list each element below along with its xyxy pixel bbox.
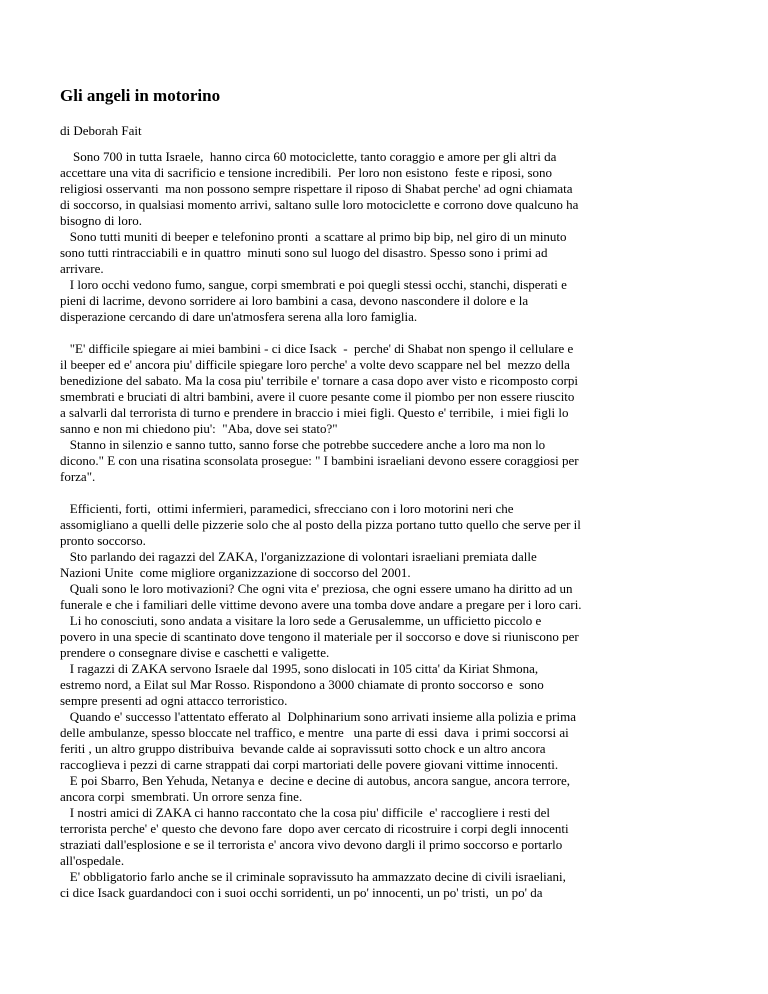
article-paragraph [60, 277, 710, 325]
article-paragraph [60, 437, 710, 485]
article-paragraph [60, 661, 710, 709]
text-line: Nazioni Unite come migliore organizzazione di soccorso del 2001. [60, 565, 411, 580]
text-line: pronto soccorso. [60, 533, 146, 548]
article-paragraph [60, 549, 710, 581]
text-line: di soccorso, in qualsiasi momento arrivi, saltano sulle loro motociclette e corrono dove qualcuno ha [60, 197, 579, 212]
text-line: ci dice Isack guardandoci con i suoi occhi sorridenti, un po' innocenti, un po' tristi, un po' da [60, 885, 543, 900]
article-paragraph [60, 869, 710, 901]
text-line: sempre presenti ad ogni attacco terroristico. [60, 693, 288, 708]
text-line: straziati dall'esplosione e se il terrorista e' ancora vivo devono dargli il primo soccorso e portarlo [60, 837, 563, 852]
text-line: sono tutti rintracciabili e in quattro minuti sono sul luogo del disastro. Spesso sono i primi ad [60, 245, 548, 260]
text-line: il beeper ed e' ancora piu' difficile spiegare loro perche' a volte devo scappare nel bel mezzo della [60, 357, 570, 372]
text-line: assomigliano a quelli delle pizzerie solo che al posto della pizza portano tutto quello che serve per il [60, 517, 581, 532]
text-line: dicono." E con una risatina sconsolata prosegue: " I bambini israeliani devono essere coraggiosi per [60, 453, 579, 468]
text-line: bisogno di loro. [60, 213, 142, 228]
text-line: forza". [60, 469, 96, 484]
text-line: raccoglieva i pezzi di carne strappati dai corpi martoriati delle povere giovani vittime innocenti. [60, 757, 559, 772]
article-paragraph [60, 805, 710, 869]
article-paragraph [60, 149, 710, 229]
article-title: Gli angeli in motorino [60, 86, 221, 105]
article-paragraph [60, 773, 710, 805]
text-line: arrivare. [60, 261, 104, 276]
text-line: E poi Sbarro, Ben Yehuda, Netanya e decine e decine di autobus, ancora sangue, ancora terrore, [60, 773, 571, 788]
text-line: I ragazzi di ZAKA servono Israele dal 1995, sono dislocati in 105 citta' da Kiriat Shmona, [60, 661, 539, 676]
text-line: Li ho conosciuti, sono andata a visitare la loro sede a Gerusalemme, un ufficietto piccolo e [60, 613, 542, 628]
article-byline: di Deborah Fait [60, 123, 142, 138]
text-line: funerale e che i familiari delle vittime devono avere una tomba dove andare a pregare per i loro cari. [60, 597, 582, 612]
text-line: I loro occhi vedono fumo, sangue, corpi smembrati e poi quegli stessi occhi, stanchi, disperati e [60, 277, 567, 292]
text-line: terrorista perche' e' questo che devono fare dopo aver cercato di ricostruire i corpi degli innocenti [60, 821, 569, 836]
article-paragraph [60, 613, 710, 661]
text-line: religiosi osservanti ma non possono sempre rispettare il riposo di Shabat perche' ad ogni chiamata [60, 181, 573, 196]
text-line: all'ospedale. [60, 853, 125, 868]
article-paragraph [60, 501, 710, 549]
text-line: prendere o consegnare divise e caschetti e valigette. [60, 645, 330, 660]
text-line: sanno e non mi chiedono piu': "Aba, dove sei stato?" [60, 421, 338, 436]
text-line: pieni di lacrime, devono sorridere ai loro bambini a casa, devono nascondere il dolore e la [60, 293, 529, 308]
paragraph-spacer [60, 325, 710, 341]
article-paragraph [60, 341, 710, 437]
text-line: Sto parlando dei ragazzi del ZAKA, l'organizzazione di volontari israeliani premiata dalle [60, 549, 537, 564]
text-line: benedizione del sabato. Ma la cosa piu' terribile e' tornare a casa dopo aver visto e ricomposto corpi [60, 373, 578, 388]
text-line: Stanno in silenzio e sanno tutto, sanno forse che potrebbe succedere anche a loro ma non lo [60, 437, 546, 452]
text-line: smembrati e bruciati di altri bambini, avere il cuore pesante come il piombo per non essere riuscito [60, 389, 575, 404]
text-line: I nostri amici di ZAKA ci hanno raccontato che la cosa piu' difficile e' raccogliere i resti del [60, 805, 550, 820]
text-line: "E' difficile spiegare ai miei bambini - ci dice Isack - perche' di Shabat non spengo il cellulare e [60, 341, 574, 356]
text-line: estremo nord, a Eilat sul Mar Rosso. Rispondono a 3000 chiamate di pronto soccorso e sono [60, 677, 544, 692]
text-line: Efficienti, forti, ottimi infermieri, paramedici, sfrecciano con i loro motorini neri che [60, 501, 514, 516]
text-line: Quando e' successo l'attentato efferato al Dolphinarium sono arrivati insieme alla polizia e prima [60, 709, 576, 724]
paragraph-spacer [60, 485, 710, 501]
text-line: a salvarli dal terrorista di turno e prendere in braccio i miei figli. Questo e' terribile, i miei figli lo [60, 405, 569, 420]
article-paragraph [60, 229, 710, 277]
text-line: Sono tutti muniti di beeper e telefonino pronti a scattare al primo bip bip, nel giro di un minuto [60, 229, 567, 244]
text-line: ancora corpi smembrati. Un orrore senza fine. [60, 789, 303, 804]
text-line: delle ambulanze, spesso bloccate nel traffico, e mentre una parte di essi dava i primi soccorsi ai [60, 725, 569, 740]
text-line: povero in una specie di scantinato dove tengono il materiale per il soccorso e dove si riuniscono per [60, 629, 579, 644]
text-line: accettare una vita di sacrificio e tensione incredibili. Per loro non esistono feste e riposi, sono [60, 165, 553, 180]
text-line: Sono 700 in tutta Israele, hanno circa 60 motociclette, tanto coraggio e amore per gli altri da [60, 149, 557, 164]
text-line: feriti , un altro gruppo distribuiva bevande calde ai sopravissuti sotto chock e un altro ancora [60, 741, 546, 756]
article-paragraph [60, 581, 710, 613]
text-line: Quali sono le loro motivazioni? Che ogni vita e' preziosa, che ogni essere umano ha diritto ad un [60, 581, 573, 596]
text-line: disperazione cercando di dare un'atmosfera serena alla loro famiglia. [60, 309, 418, 324]
text-line: E' obbligatorio farlo anche se il criminale sopravissuto ha ammazzato decine di civili israeliani, [60, 869, 566, 884]
article-body [60, 149, 710, 901]
article-paragraph [60, 709, 710, 773]
